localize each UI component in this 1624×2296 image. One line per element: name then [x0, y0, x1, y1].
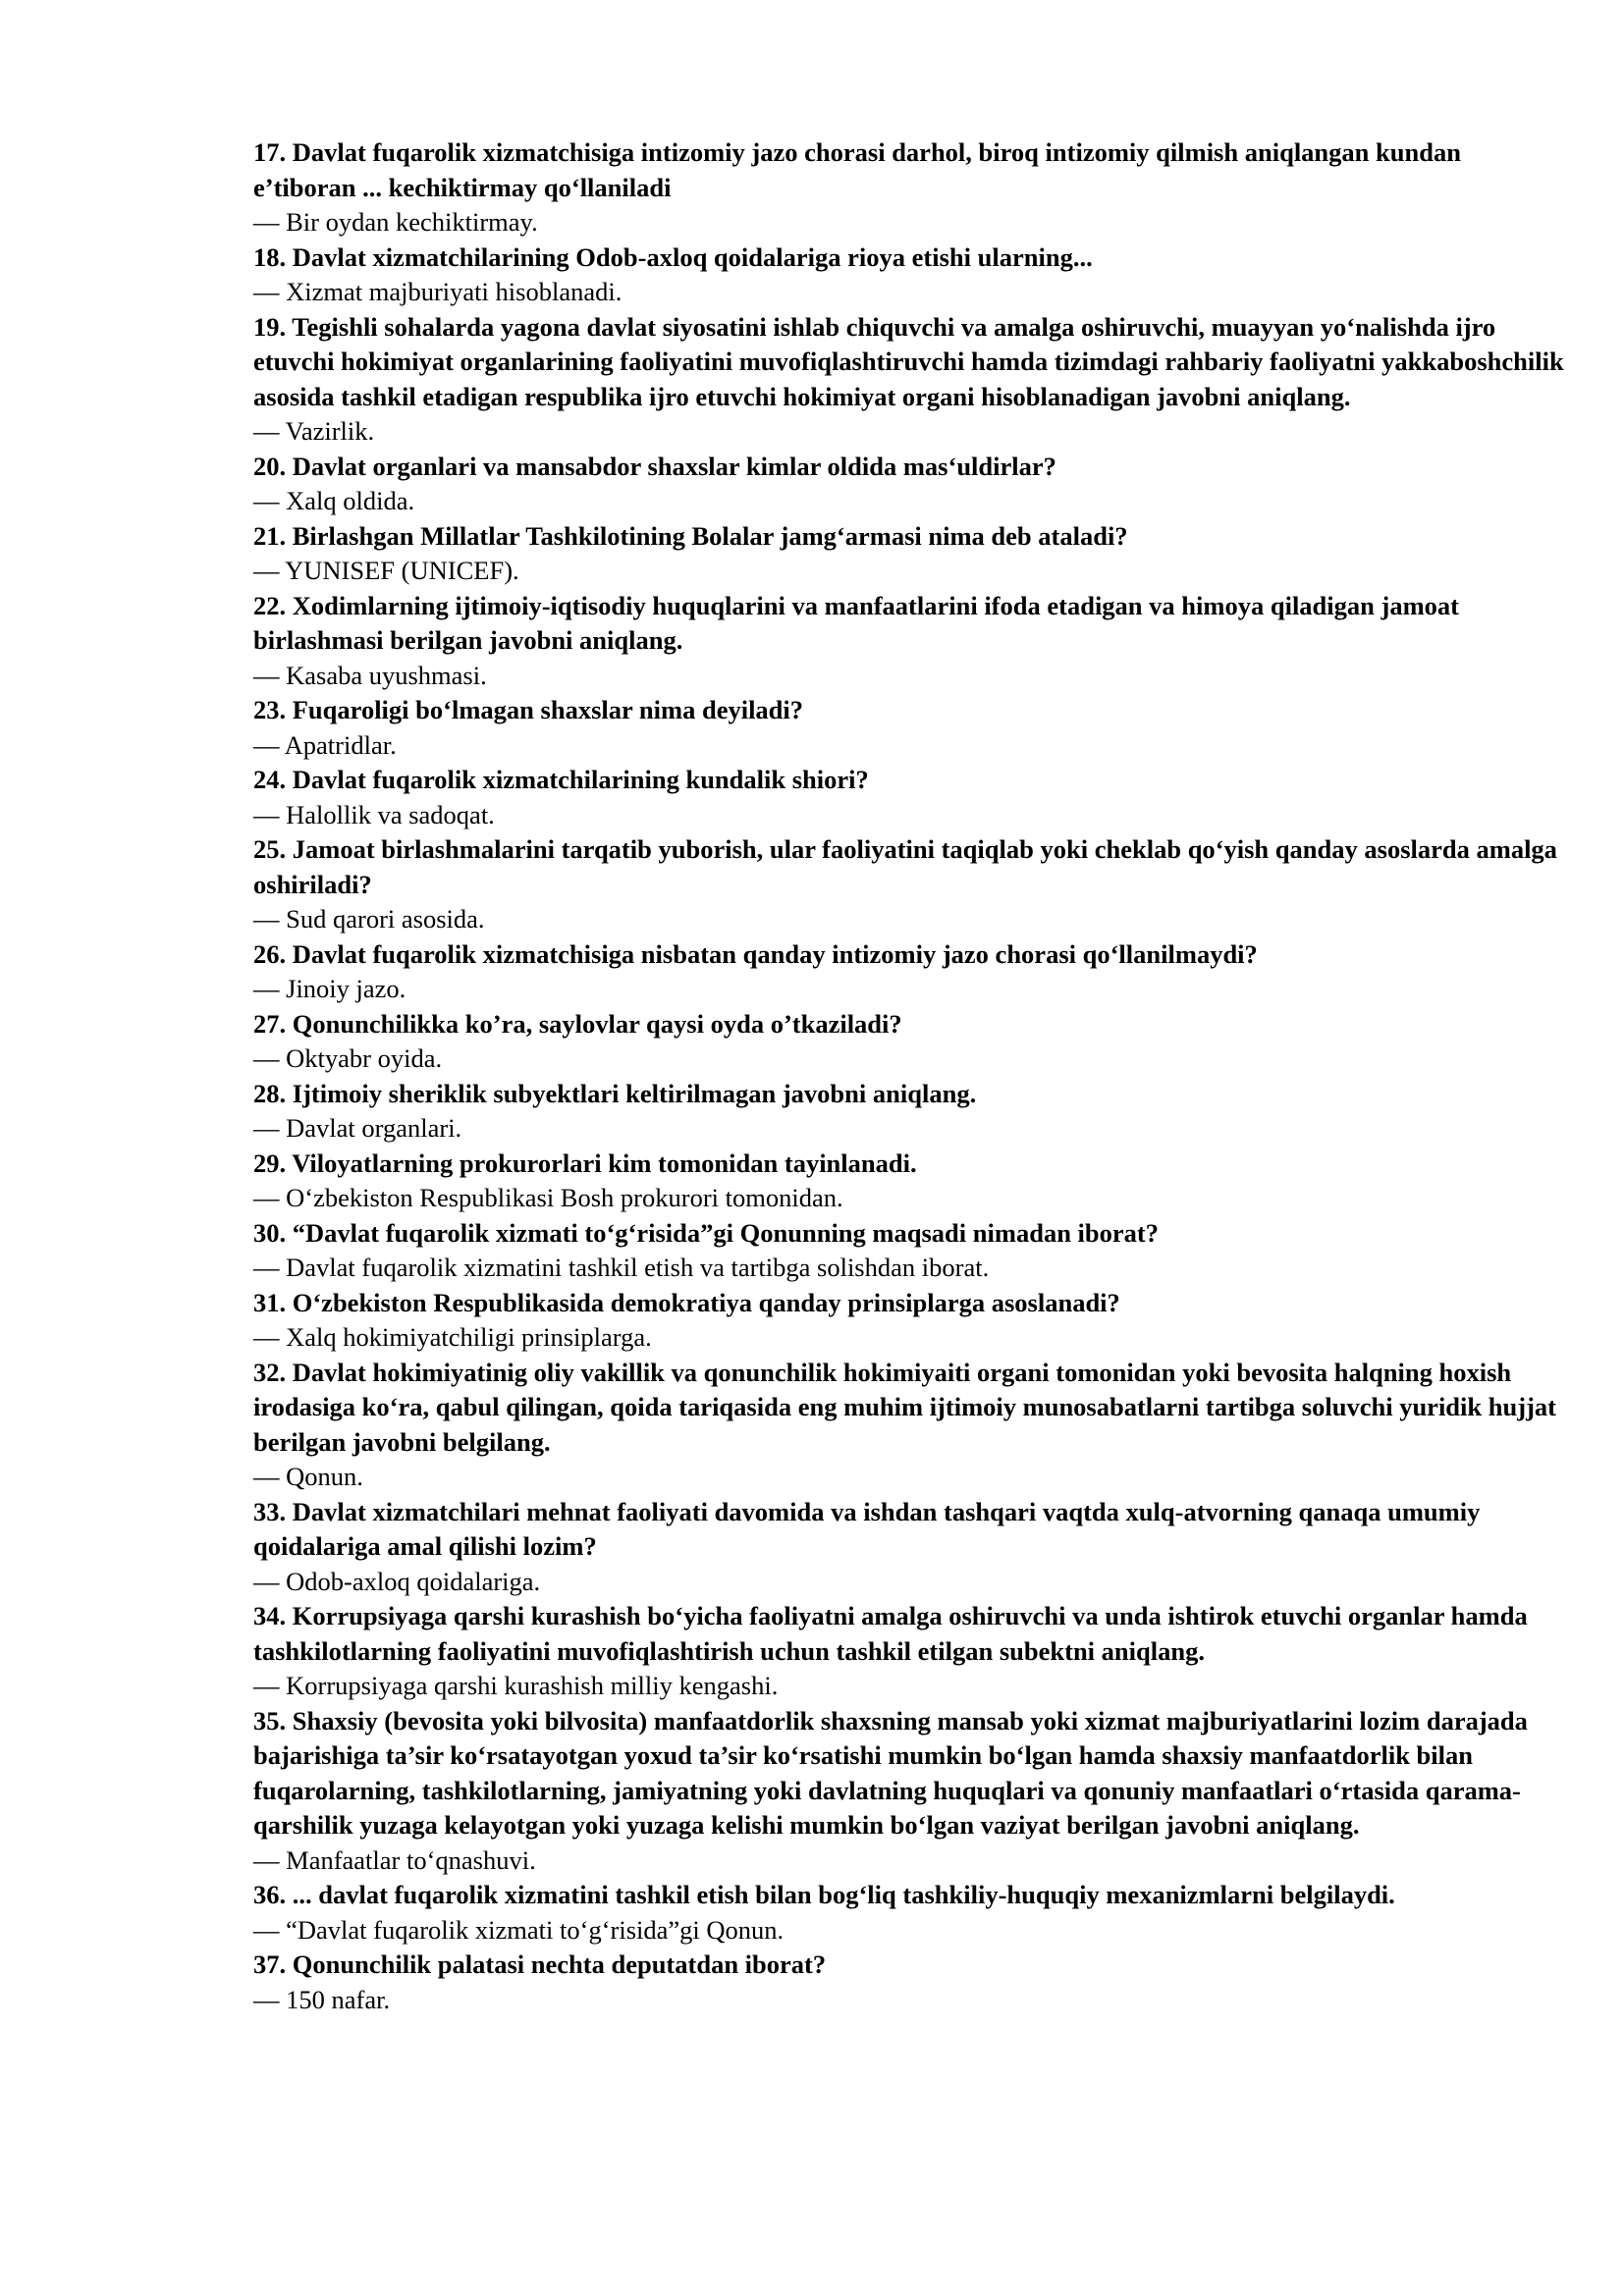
question-text: 31. O‘zbekiston Respublikasida demokratiya qanday prinsiplarga asoslanadi? [253, 1287, 1120, 1317]
qa-item-33 [253, 1495, 1569, 1600]
question-text: 26. Davlat fuqarolik xizmatchisiga nisbatan qanday intizomiy jazo chorasi qo‘llanilmaydi? [253, 938, 1258, 969]
qa-item-37 [253, 1948, 1569, 2017]
answer-text: — Jinoiy jazo. [253, 974, 406, 1003]
qa-item-20 [253, 450, 1569, 519]
answer-text: — Manfaatlar to‘qnashuvi. [253, 1844, 536, 1875]
qa-item-28 [253, 1077, 1569, 1147]
question-text: 19. Tegishli sohalarda yagona davlat siyosatini ishlab chiquvchi va amalga oshiruvchi, muayyan yo‘nalishda ijro etuvchi hokimiyat organlarining faoliyatini muvofiqlashtiruvchi hamda tizimdagi rahbariy faoliyatni yakkaboshchilik asosida tashkil etadigan respublika ijro etuvchi hokimiyat organi hisoblanadigan javobni aniqlang. [253, 311, 1564, 411]
answer-text: — Bir oydan kechiktirmay. [253, 207, 538, 237]
qa-item-35 [253, 1704, 1569, 1879]
qa-item-24 [253, 763, 1569, 832]
answer-text: — Qonun. [253, 1462, 363, 1491]
document-page [253, 135, 1569, 2017]
question-text: 18. Davlat xizmatchilarining Odob-axloq qoidalariga rioya etishi ularning... [253, 241, 1093, 272]
answer-text: — Halollik va sadoqat. [253, 799, 495, 829]
question-text: 28. Ijtimoiy sheriklik subyektlari keltirilmagan javobni aniqlang. [253, 1078, 977, 1108]
answer-text: — YUNISEF (UNICEF). [253, 556, 519, 585]
question-text: 34. Korrupsiyaga qarshi kurashish bo‘yicha faoliyatni amalga oshiruvchi va unda ishtirok etuvchi organlar hamda tashkilotlarning faoliyatini muvofiqlashtirish uchun tashkil etilgan subektni aniqlang. [253, 1601, 1528, 1666]
question-text: 22. Xodimlarning ijtimoiy-iqtisodiy huquqlarini va manfaatlarini ifoda etadigan va himoya qiladigan jamoat birlashmasi berilgan javobni aniqlang. [253, 590, 1459, 655]
question-text: 17. Davlat fuqarolik xizmatchisiga intizomiy jazo chorasi darhol, biroq intizomiy qilmish aniqlangan kundan e’tiboran ... kechiktirmay qo‘llaniladi [253, 137, 1461, 202]
answer-text: — Xizmat majburiyati hisoblanadi. [253, 277, 623, 306]
qa-item-25 [253, 832, 1569, 937]
qa-item-26 [253, 937, 1569, 1007]
question-text: 24. Davlat fuqarolik xizmatchilarining kundalik shiori? [253, 765, 869, 794]
question-text: 32. Davlat hokimiyatinig oliy vakillik va qonunchilik hokimiyaiti organi tomonidan yoki bevosita halqning hoxish irodasiga ko‘ra, qabul qilingan, qoida tariqasida eng muhim ijtimoiy munosabatlarni tartibga soluvchi yuridik hujjat berilgan javobni belgilang. [253, 1357, 1556, 1457]
qa-item-18 [253, 240, 1569, 310]
qa-item-36 [253, 1878, 1569, 1948]
question-text: 35. Shaxsiy (bevosita yoki bilvosita) manfaatdorlik shaxsning mansab yoki xizmat majburiyatlarini lozim darajada bajarishiga ta’sir ko‘rsatayotgan yoxud ta’sir ko‘rsatishi mumkin bo‘lgan hamda shaxsiy manfaatdorlik bilan fuqarolarning, tashkilotlarning, jamiyatning yoki davlatning huquqlari va qonuniy manfaatlari o‘rtasida qarama-qarshilik yuzaga kelayotgan yoki yuzaga kelishi mumkin bo‘lgan vaziyat berilgan javobni aniqlang. [253, 1705, 1528, 1840]
qa-item-27 [253, 1007, 1569, 1077]
answer-text: — Odob-axloq qoidalariga. [253, 1566, 541, 1596]
qa-item-31 [253, 1286, 1569, 1356]
answer-text: — Apatridlar. [253, 729, 397, 760]
answer-text: — Xalq oldida. [253, 486, 415, 515]
answer-text: — O‘zbekiston Respublikasi Bosh prokurori tomonidan. [253, 1183, 843, 1212]
answer-text: — Oktyabr oyida. [253, 1043, 443, 1073]
question-text: 36. ... davlat fuqarolik xizmatini tashkil etish bilan bog‘liq tashkiliy-huquqiy mexanizmlarni belgilaydi. [253, 1880, 1395, 1909]
qa-item-29 [253, 1147, 1569, 1216]
qa-item-32 [253, 1356, 1569, 1495]
question-text: 37. Qonunchilik palatasi nechta deputatdan iborat? [253, 1949, 827, 1979]
question-text: 29. Viloyatlarning prokurorlari kim tomonidan tayinlanadi. [253, 1148, 917, 1178]
answer-text: — “Davlat fuqarolik xizmati to‘g‘risida”gi Qonun. [253, 1914, 785, 1945]
answer-text: — Davlat organlari. [253, 1113, 462, 1143]
question-text: 20. Davlat organlari va mansabdor shaxslar kimlar oldida mas‘uldirlar? [253, 451, 1056, 481]
qa-item-21 [253, 519, 1569, 589]
answer-text: — Korrupsiyaga qarshi kurashish milliy kengashi. [253, 1671, 779, 1700]
answer-text: — Xalq hokimiyatchiligi prinsiplarga. [253, 1322, 652, 1352]
question-text: 23. Fuqaroligi bo‘lmagan shaxslar nima deyiladi? [253, 695, 804, 724]
answer-text: — Kasaba uyushmasi. [253, 660, 487, 690]
qa-item-30 [253, 1216, 1569, 1286]
qa-item-19 [253, 310, 1569, 450]
answer-text: — 150 nafar. [253, 1984, 391, 2014]
qa-item-34 [253, 1599, 1569, 1704]
qa-item-17 [253, 135, 1569, 240]
question-text: 33. Davlat xizmatchilari mehnat faoliyati davomida va ishdan tashqari vaqtda xulq-atvorning qanaqa umumiy qoidalariga amal qilishi lozim? [253, 1496, 1481, 1561]
question-text: 25. Jamoat birlashmalarini tarqatib yuborish, ular faoliyatini taqiqlab yoki cheklab qo‘yish qanday asoslarda amalga oshiriladi? [253, 834, 1557, 899]
question-text: 21. Birlashgan Millatlar Tashkilotining Bolalar jamg‘armasi nima deb ataladi? [253, 520, 1128, 551]
question-text: 27. Qonunchilikka ko’ra, saylovlar qaysi oyda o’tkaziladi? [253, 1008, 902, 1039]
question-text: 30. “Davlat fuqarolik xizmati to‘g‘risida”gi Qonunning maqsadi nimadan iborat? [253, 1217, 1159, 1248]
qa-item-23 [253, 693, 1569, 763]
answer-text: — Vazirlik. [253, 416, 375, 446]
qa-item-22 [253, 589, 1569, 694]
answer-text: — Davlat fuqarolik xizmatini tashkil etish va tartibga solishdan iborat. [253, 1253, 990, 1282]
answer-text: — Sud qarori asosida. [253, 904, 485, 934]
